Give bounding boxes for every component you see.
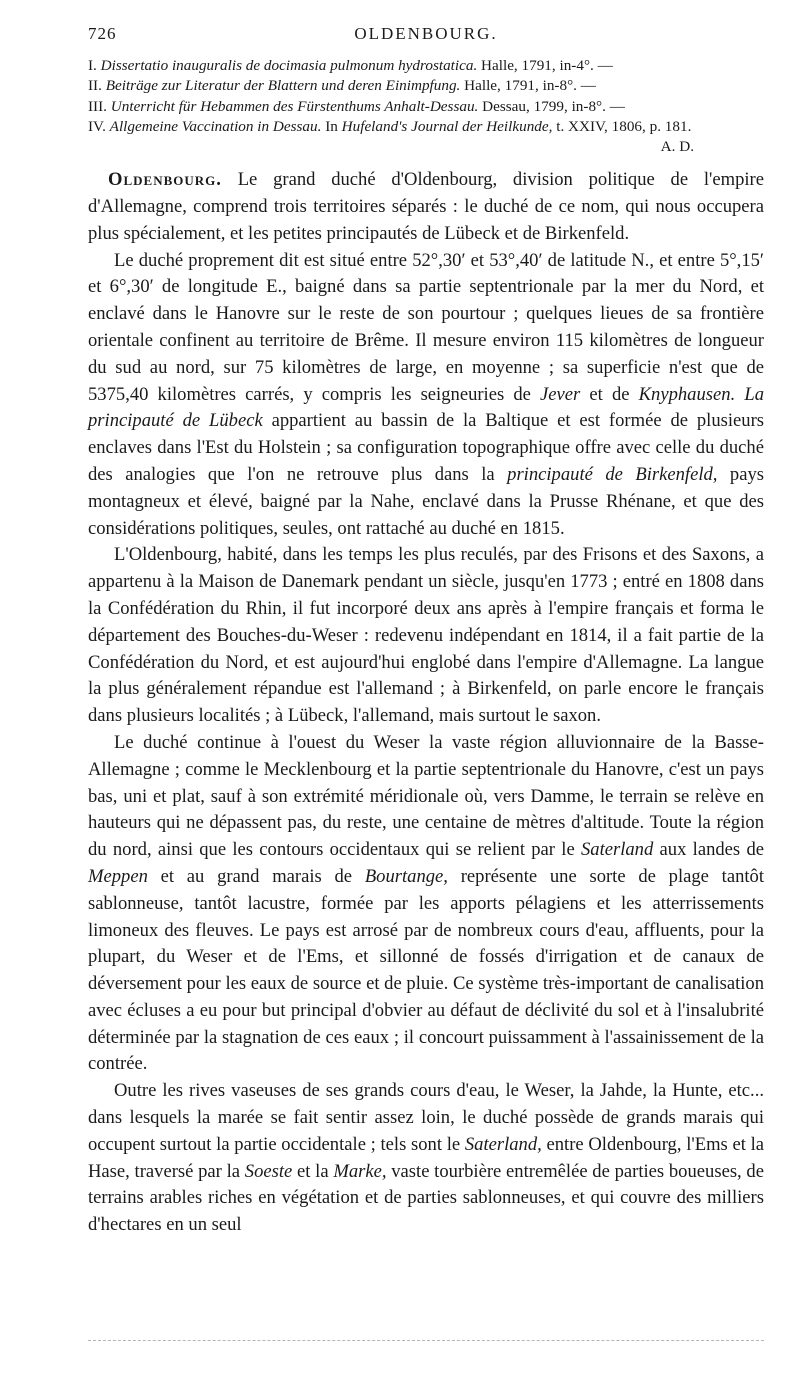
italic-term: principauté de Birkenfeld, — [507, 463, 718, 485]
italic-term: Knyphausen. — [638, 383, 736, 405]
text-run: et de — [580, 383, 639, 405]
paragraph — [88, 542, 764, 730]
text-run: entre Oldenbourg, l'Ems et la Hase, traversé par la — [88, 1133, 764, 1182]
entry-details: Dessau, 1799, in-8°. — — [478, 97, 625, 115]
entry-numeral: I. — [88, 57, 97, 74]
entry-numeral: III. — [88, 97, 107, 115]
entry-numeral: IV. — [88, 117, 106, 135]
page — [88, 24, 764, 1239]
entry-title: Unterricht für Hebammen des Fürstenthums Anhalt-Dessau. — [110, 97, 479, 115]
text-run: et au grand marais de — [147, 865, 365, 887]
author-initials: A. D. — [660, 138, 694, 156]
running-title: OLDENBOURG. — [354, 24, 498, 43]
running-head — [88, 24, 764, 52]
text-run: aux landes de — [653, 839, 764, 861]
entry-connector: In — [321, 117, 342, 135]
text-run: pays montagneux et élevé, baigné par la Nahe, enclavé dans la Prusse Rhénane, et que des considérations politiques, seules, ont rattaché au duché en 1815. — [88, 463, 764, 539]
entry-title: Dissertatio inauguralis de docimasia pulmonum hydrostatica. — [100, 57, 478, 74]
entry-title: Allgemeine Vaccination in Dessau. — [109, 117, 322, 135]
bibliography-entry — [88, 117, 764, 156]
text-run: et la — [292, 1160, 334, 1182]
text-run: appartient au bassin de la Baltique et est formée de plusieurs enclaves dans l'Est du Holstein ; sa configuration topographique offre avec celle du duché des analogies que l'on ne retrouve plus dans la — [88, 410, 764, 485]
paragraph — [88, 167, 764, 247]
bibliography-entry — [88, 97, 764, 117]
entry-details: t. XXIV, 1806, p. 181. — [552, 117, 692, 135]
italic-term: Saterland, — [464, 1133, 542, 1155]
article-body — [88, 167, 764, 1239]
bibliography — [88, 56, 764, 156]
italic-term: Saterland — [580, 839, 654, 861]
paragraph-text — [88, 1080, 764, 1235]
italic-term: Marke, — [333, 1160, 387, 1182]
bibliography-entry — [88, 56, 764, 76]
text-run: vaste tourbière entremêlée de parties boueuses, de terrains arables riches en végétation et de parties sablonneuses, et qui couvre des milliers d'hectares en un seul — [88, 1160, 764, 1236]
italic-term: La principauté de Lübeck — [88, 383, 764, 432]
entry-journal: Hufeland's Journal der Heilkunde, — [341, 117, 553, 135]
entry-title: Beiträge zur Literatur der Blattern und deren Einimpfung. — [105, 77, 461, 95]
text-run: Le duché proprement dit est situé entre 52°,30′ et 53°,40′ de latitude N., et entre 5°,15′ et 6°,30′ de longitude E., baigné dans sa partie septentrionale par la mer du Nord, et enclavé dans le Hanovre sur le reste de son pourtour ; quelques lieues de sa frontière orientale confinent au territoire de Brême. Il mesure environ 115 kilomètres de longueur du sud au nord, sur 75 kilomètres de large, en moyenne ; sa superficie n'est que de 5375,40 kilomètres carrés, y compris les seigneuries de — [88, 249, 764, 405]
text-run: Le duché continue à l'ouest du Weser la vaste région alluvionnaire de la Basse-Allemagne ; comme le Mecklenbourg et la partie septentrionale du Hanovre, c'est un pays bas, uni et plat, sauf à son extrémité méridionale où, vers Damme, le terrain se relève en hauteurs qui ne dépassent pas, du reste, une centaine de mètres d'altitude. Toute la région du nord, ainsi que les contours occidentaux qui se relient par le — [88, 731, 764, 861]
text-run — [735, 384, 744, 405]
entry-numeral: II. — [88, 77, 102, 95]
paragraph-text — [88, 250, 764, 539]
italic-term: Soeste — [244, 1160, 293, 1182]
italic-term: Bourtange, — [364, 865, 448, 887]
text-run: Le grand duché d'Oldenbourg, division politique de l'empire d'Allemagne, comprend trois territoires séparés : le duché de ce nom, qui nous occupera plus spécialement, et les petites principautés de Lübeck et de Birkenfeld. — [88, 169, 764, 244]
bibliography-entry — [88, 76, 764, 96]
paragraph — [88, 248, 764, 543]
paragraph-text — [88, 544, 764, 726]
entry-details: Halle, 1791, in-8°. — — [460, 77, 596, 95]
italic-term: Meppen — [88, 865, 148, 887]
paragraph — [88, 730, 764, 1078]
text-run: Outre les rives vaseuses de ses grands cours d'eau, le Weser, la Jahde, la Hunte, etc... dans lesquels la marée se fait sentir assez loin, le duché possède de grands marais qui occupent surtout la partie occidentale ; tels sont le — [88, 1080, 764, 1155]
text-run: L'Oldenbourg, habité, dans les temps les plus reculés, par des Frisons et des Saxons, a appartenu à la Maison de Danemark pendant un siècle, jusqu'en 1773 ; entré en 1808 dans la Confédération du Rhin, il fut incorporé deux ans après à l'empire français et forma le département des Bouches-du-Weser : redevenu indépendant en 1814, il a fait partie de la Confédération du Nord, et est aujourd'hui englobé dans l'empire d'Allemagne. La langue la plus généralement répandue est l'allemand ; à Birkenfeld, on parle encore le français dans plusieurs localités ; à Lübeck, l'allemand, mais surtout le saxon. — [88, 544, 764, 727]
entry-details: Halle, 1791, in-4°. — — [477, 57, 613, 74]
paragraph — [88, 1078, 764, 1239]
text-run: représente une sorte de plage tantôt sablonneuse, tantôt lacustre, formée par les apports pélagiens et les atterrissements limoneux des fleuves. Le pays est arrosé par de nombreux cours d'eau, affluents, pour la plupart, du Weser et de l'Ems, et sillonné de fossés d'irrigation et de canaux de déversement pour les eaux de source et de pluie. Ce système très-important de canalisation avec écluses a eu pour but principal d'obvier au défaut de déclivité du sol et à l'insalubrité déterminée par la stagnation de ces eaux ; il concourt puissamment à l'assainissement de la contrée. — [88, 865, 765, 1075]
paragraph-text — [88, 732, 764, 1075]
article-headword: Oldenbourg. — [108, 169, 222, 191]
bottom-rule — [88, 1340, 764, 1341]
italic-term: Jever — [540, 383, 581, 405]
page-number: 726 — [88, 24, 117, 43]
